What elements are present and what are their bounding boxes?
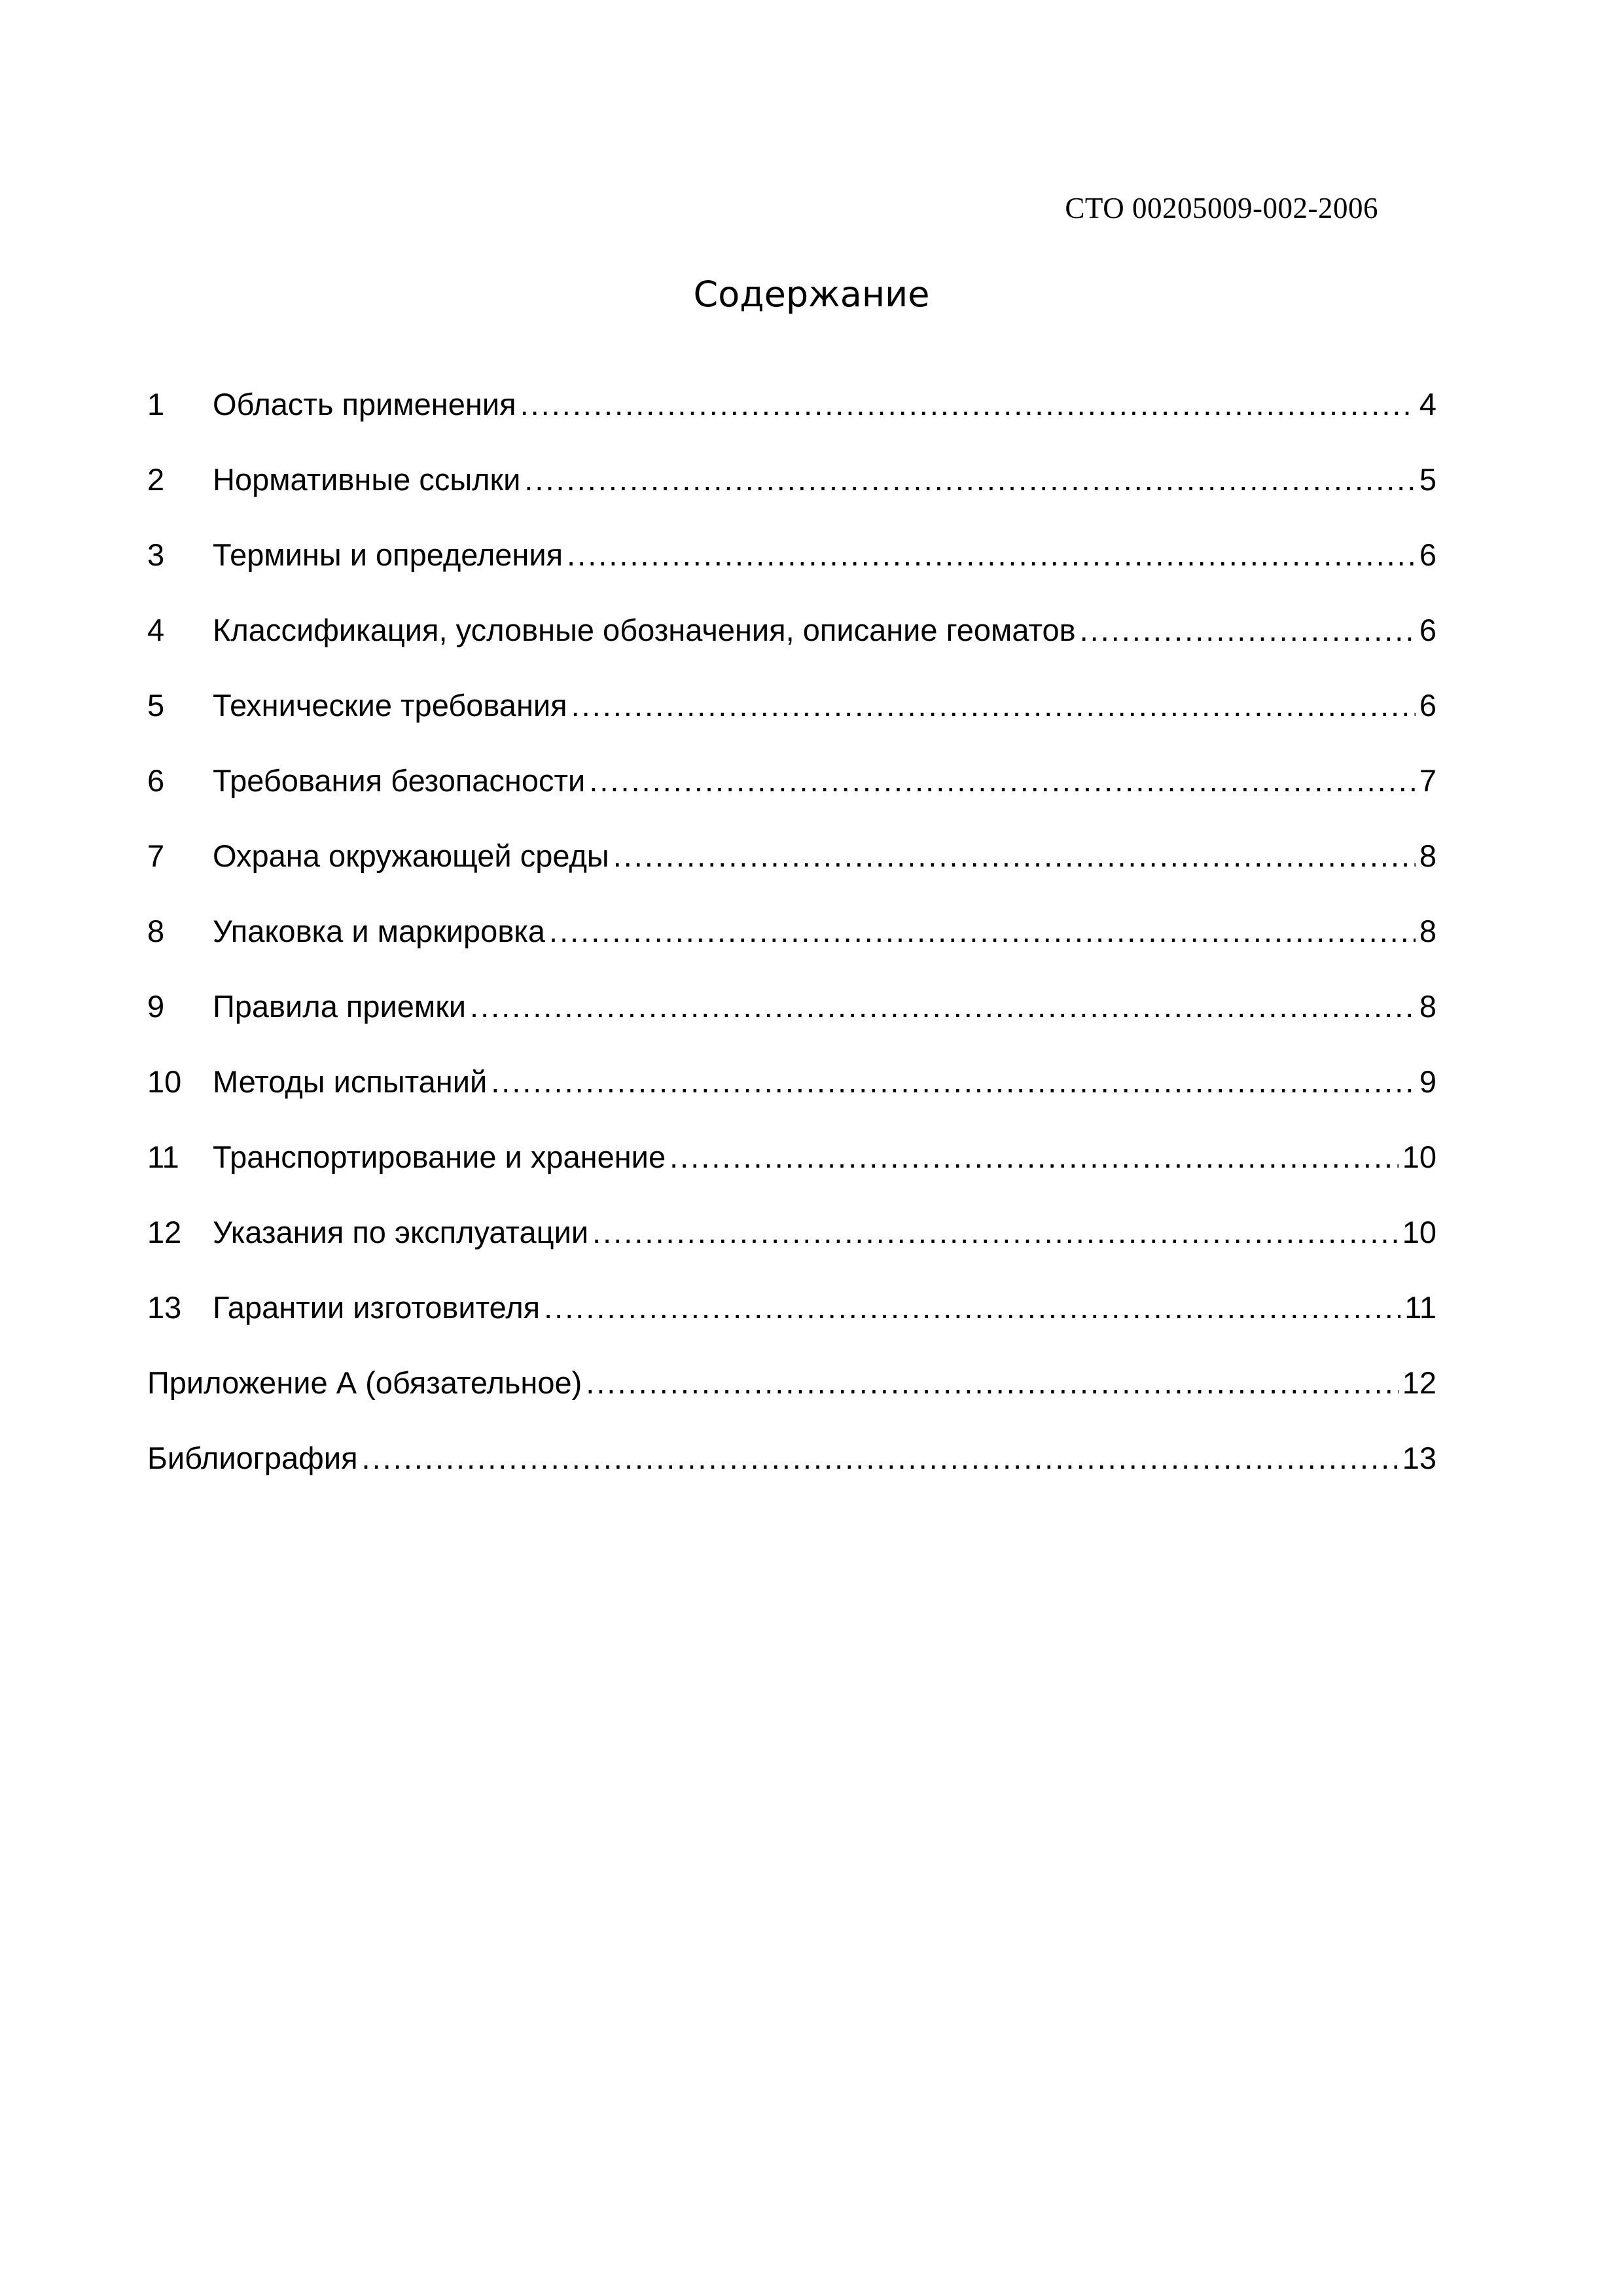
toc-entry-manufacturer-warranty[interactable] [147,1283,1436,1358]
toc-entry-number: 11 [147,1139,179,1174]
toc-entry-terms-definitions[interactable] [147,530,1436,605]
toc-dot-leader [362,1433,1399,1483]
toc-entry-appendix-a[interactable] [147,1358,1436,1433]
toc-entry-page: 9 [1419,1064,1436,1099]
toc-entry-label: Транспортирование и хранение [213,1139,666,1174]
toc-entry-number: 10 [147,1064,182,1099]
toc-entry-page: 11 [1404,1290,1436,1325]
toc-entry-label: Правила приемки [213,989,467,1024]
toc-entry-transportation-storage[interactable] [147,1132,1436,1208]
toc-entry-environmental-protection[interactable] [147,831,1436,906]
toc-entry-label: Библиография [147,1441,358,1475]
toc-entry-number: 4 [147,613,165,647]
toc-entry-number: 8 [147,914,165,948]
toc-entry-bibliography[interactable] [147,1433,1436,1509]
toc-dot-leader [524,455,1416,505]
toc-entry-normative-references[interactable] [147,455,1436,530]
toc-dot-leader [1080,605,1416,655]
toc-entry-page: 10 [1402,1215,1436,1249]
toc-entry-number: 2 [147,462,165,497]
toc-entry-page: 12 [1402,1365,1436,1400]
toc-entry-operating-instructions[interactable] [147,1208,1436,1283]
toc-entry-page: 5 [1419,462,1436,497]
toc-entry-label: Приложение А (обязательное) [147,1365,582,1400]
toc-dot-leader [470,982,1416,1031]
toc-entry-label: Упаковка и маркировка [213,914,546,948]
toc-entry-test-methods[interactable] [147,1057,1436,1132]
toc-entry-classification[interactable] [147,605,1436,681]
toc-entry-label: Нормативные ссылки [213,462,521,497]
toc-entry-acceptance-rules[interactable] [147,982,1436,1057]
toc-entry-number: 7 [147,838,165,873]
toc-entry-packaging-marking[interactable] [147,906,1436,982]
toc-dot-leader [592,1208,1399,1257]
toc-entry-page: 4 [1419,387,1436,422]
toc-entry-number: 6 [147,763,165,798]
toc-dot-leader [586,1358,1398,1408]
toc-dot-leader [669,1132,1399,1182]
toc-entry-label: Классификация, условные обозначения, описание геоматов [213,613,1076,647]
document-code: СТО 00205009-002-2006 [1065,192,1378,224]
toc-dot-leader [549,906,1416,956]
toc-dot-leader [567,530,1416,580]
toc-entry-page: 13 [1402,1441,1436,1475]
toc-dot-leader [491,1057,1416,1107]
toc-entry-page: 6 [1419,537,1436,572]
toc-entry-page: 7 [1419,763,1436,798]
toc-dot-leader [520,380,1416,429]
table-of-contents [147,380,1436,1509]
toc-entry-number: 1 [147,387,165,422]
toc-entry-number: 12 [147,1215,182,1249]
toc-title: Содержание [693,274,930,315]
toc-entry-scope[interactable] [147,380,1436,455]
toc-entry-number: 3 [147,537,165,572]
toc-entry-number: 9 [147,989,165,1024]
toc-dot-leader [571,681,1416,730]
toc-entry-label: Охрана окружающей среды [213,838,609,873]
toc-entry-page: 10 [1402,1139,1436,1174]
toc-entry-label: Технические требования [213,688,567,723]
toc-dot-leader [544,1283,1400,1333]
toc-entry-page: 6 [1419,613,1436,647]
toc-entry-label: Гарантии изготовителя [213,1290,541,1325]
toc-dot-leader [613,831,1416,881]
toc-entry-number: 5 [147,688,165,723]
toc-entry-page: 8 [1419,914,1436,948]
toc-entry-safety-requirements[interactable] [147,756,1436,831]
toc-entry-label: Указания по эксплуатации [213,1215,589,1249]
toc-dot-leader [589,756,1416,806]
toc-entry-page: 8 [1419,989,1436,1024]
toc-entry-technical-requirements[interactable] [147,681,1436,756]
toc-entry-label: Требования безопасности [213,763,586,798]
toc-entry-label: Методы испытаний [213,1064,488,1099]
toc-entry-label: Термины и определения [213,537,563,572]
toc-entry-number: 13 [147,1290,182,1325]
toc-entry-page: 6 [1419,688,1436,723]
toc-entry-page: 8 [1419,838,1436,873]
toc-entry-label: Область применения [213,387,516,422]
